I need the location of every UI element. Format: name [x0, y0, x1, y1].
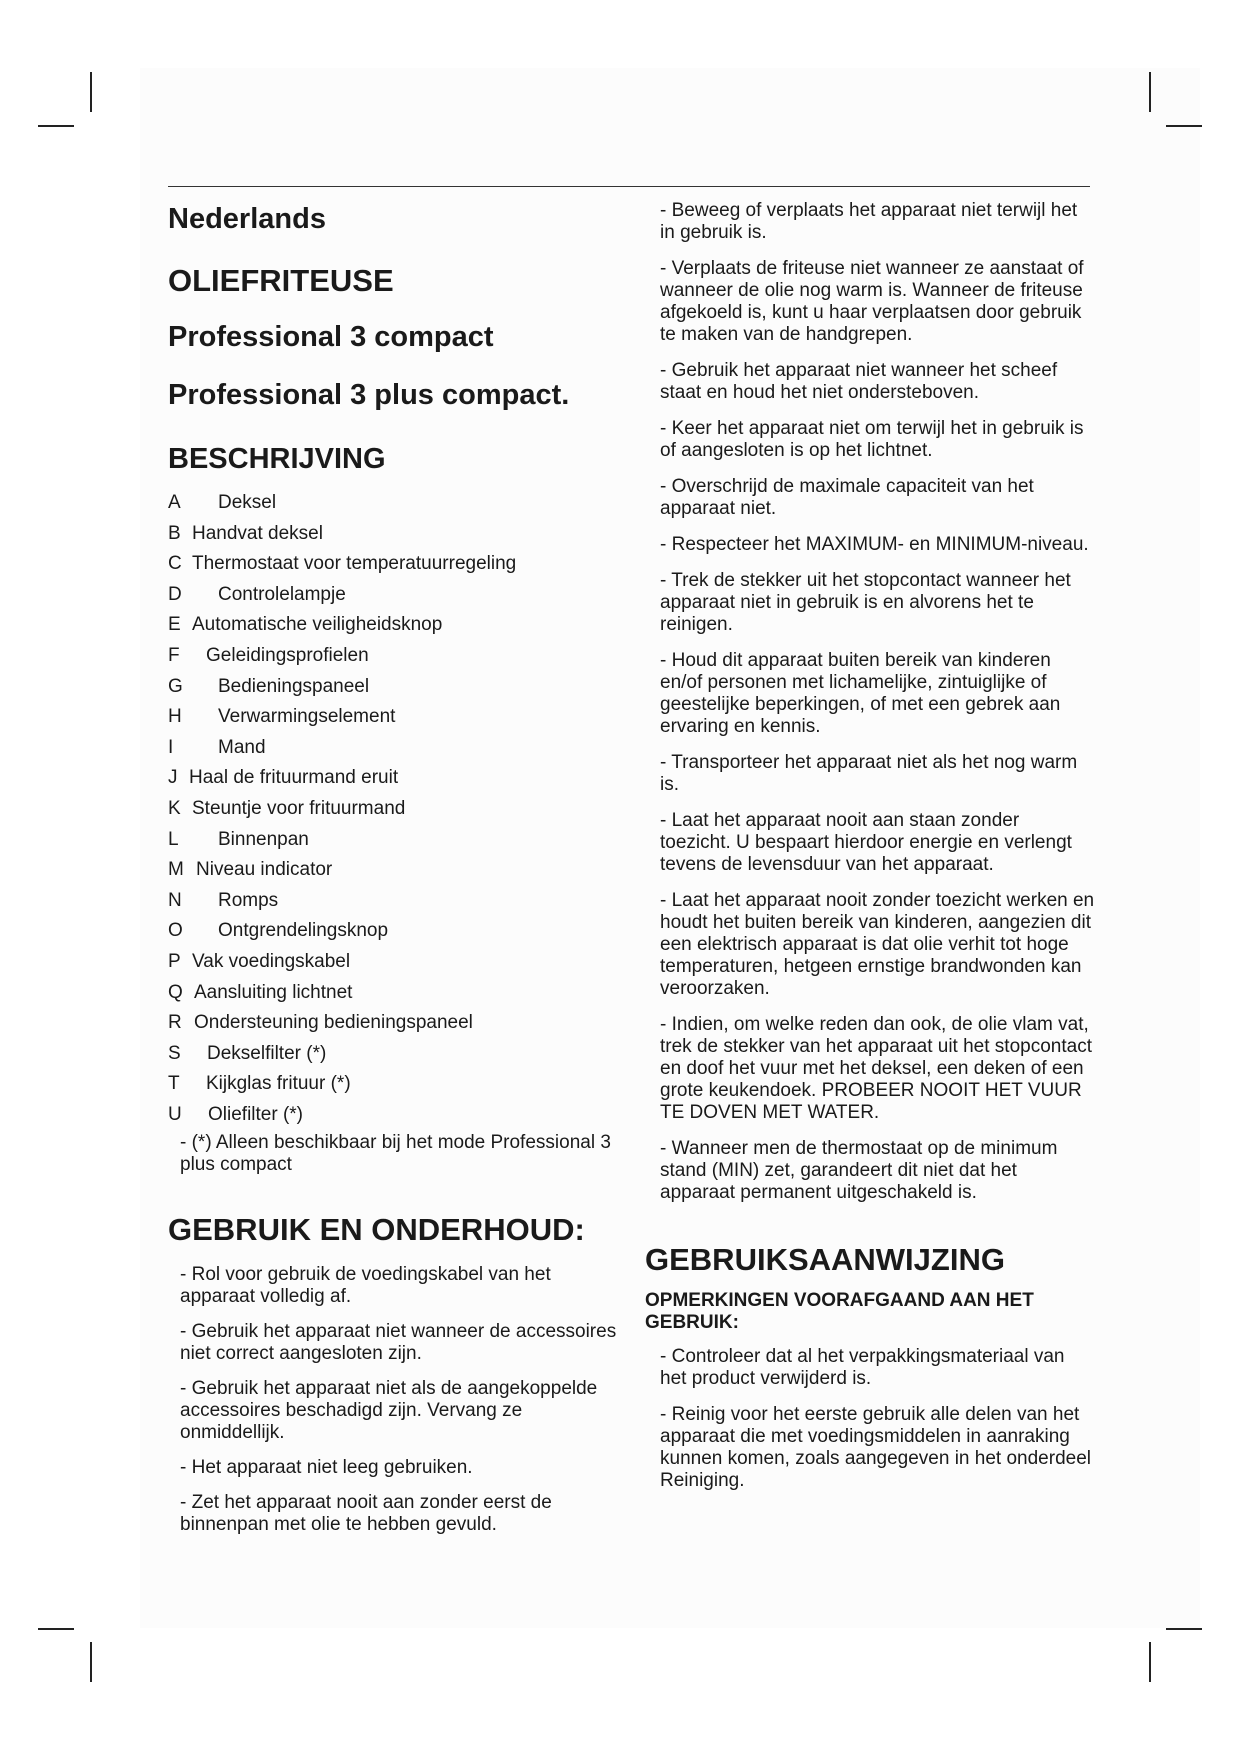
- list-item: - Zet het apparaat nooit aan zonder eerst de binnenpan met olie te hebben gevuld.: [180, 1492, 552, 1536]
- list-item: R Ondersteuning bedieningspaneel: [168, 1012, 473, 1034]
- list-item: C Thermostaat voor temperatuurregeling: [168, 553, 517, 575]
- model-name-2: Professional 3 plus compact.: [168, 379, 570, 411]
- list-item: - Laat het apparaat nooit zonder toezicht werken en houdt het buiten bereik van kinderen, aangezien dit een elektrisch apparaat is dat olie verhit tot hoge temperaturen, hetgeen ernstige brandwonden kan veroorzaken.: [660, 890, 1095, 999]
- parts-list: [168, 488, 618, 1130]
- language-heading: Nederlands: [168, 203, 326, 235]
- list-item: P Vak voedingskabel: [168, 950, 351, 972]
- list-item: - Het apparaat niet leeg gebruiken.: [180, 1457, 473, 1479]
- list-item: I Mand: [168, 736, 266, 758]
- crop-mark-bottom-right-h: [1166, 1628, 1202, 1630]
- list-item: - Wanneer men de thermostaat op de minimum stand (MIN) zet, garandeert dit niet dat het apparaat permanent uitgeschakeld is.: [660, 1138, 1058, 1203]
- list-item: J Haal de frituurmand eruit: [168, 767, 399, 789]
- list-item: - Overschrijd de maximale capaciteit van het apparaat niet.: [660, 476, 1034, 519]
- list-item: - Houd dit apparaat buiten bereik van kinderen en/of personen met lichamelijke, zintuiglijke of geestelijke beperkingen, of met een gebrek aan ervaring en kennis.: [660, 650, 1061, 737]
- list-item: - Respecteer het MAXIMUM- en MINIMUM-niveau.: [660, 534, 1089, 555]
- list-item: - Reinig voor het eerste gebruik alle delen van het apparaat die met voedingsmiddelen in aanraking kunnen komen, zoals aangegeven in het onderdeel Reiniging.: [660, 1404, 1091, 1491]
- list-item: - Gebruik het apparaat niet wanneer het scheef staat en houd het niet ondersteboven.: [660, 360, 1058, 403]
- list-item: B Handvat deksel: [168, 522, 323, 544]
- list-item: O Ontgrendelingsknop: [168, 920, 389, 942]
- list-item: Q Aansluiting lichtnet: [168, 981, 353, 1003]
- list-item: N Romps: [168, 889, 279, 911]
- list-item: G Bedieningspaneel: [168, 675, 370, 697]
- list-item: E Automatische veiligheidsknop: [168, 614, 443, 636]
- crop-mark-bottom-right-v: [1149, 1642, 1151, 1682]
- list-item: A Deksel: [168, 492, 277, 513]
- list-item: - Trek de stekker uit het stopcontact wanneer het apparaat niet in gebruik is en alvorens het te reinigen.: [660, 570, 1071, 635]
- list-item: - Gebruik het apparaat niet wanneer de accessoires niet correct aangesloten zijn.: [180, 1321, 617, 1365]
- list-item: D Controlelampje: [168, 583, 346, 605]
- list-item: - Rol voor gebruik de voedingskabel van het apparaat volledig af.: [180, 1264, 551, 1308]
- crop-mark-top-right-v: [1149, 72, 1151, 112]
- list-item: - Gebruik het apparaat niet als de aangekoppelde accessoires beschadigd zijn. Vervang ze onmiddellijk.: [180, 1378, 598, 1444]
- crop-mark-bottom-left-v: [90, 1642, 92, 1682]
- left-column: [168, 196, 618, 1549]
- list-item: S Dekselfilter (*): [168, 1042, 327, 1064]
- list-item: M Niveau indicator: [168, 859, 333, 881]
- list-item: - Indien, om welke reden dan ook, de olie vlam vat, trek de stekker van het apparaat uit het stopcontact en doof het vuur met het deksel, een deken of een grote keukendoek. PROBEER NOOIT HET VUUR TE DOVEN MET WATER.: [660, 1014, 1092, 1123]
- description-heading: BESCHRIJVING: [168, 443, 386, 475]
- instructions-heading: GEBRUIKSAANWIJZING: [645, 1242, 1005, 1277]
- instructions-subheading: OPMERKINGEN VOORAFGAAND AAN HET GEBRUIK:: [645, 1290, 1034, 1333]
- crop-mark-bottom-left-h: [38, 1628, 74, 1630]
- list-item: T Kijkglas frituur (*): [168, 1073, 351, 1095]
- list-item: - Keer het apparaat niet om terwijl het in gebruik is of aangesloten is op het lichtnet.: [660, 418, 1084, 461]
- list-item: - Controleer dat al het verpakkingsmateriaal van het product verwijderd is.: [660, 1346, 1065, 1389]
- crop-mark-top-left-h: [38, 125, 74, 127]
- model-name-1: Professional 3 compact: [168, 321, 494, 353]
- list-item: L Binnenpan: [168, 828, 309, 850]
- list-item: - Laat het apparaat nooit aan staan zonder toezicht. U bespaart hierdoor energie en verlengt tevens de levensduur van het apparaat.: [660, 810, 1072, 875]
- list-item: - Verplaats de friteuse niet wanneer ze aanstaat of wanneer de olie nog warm is. Wanneer de friteuse afgekoeld is, kunt u haar verplaatsen door gebruik te maken van de handgrepen.: [660, 258, 1084, 345]
- instructions-list: [645, 1346, 1095, 1492]
- list-item: K Steuntje voor frituurmand: [168, 797, 406, 819]
- right-column: [645, 200, 1095, 1506]
- parts-footnote: - (*) Alleen beschikbaar bij het mode Professional 3 plus compact: [180, 1132, 611, 1176]
- usage-list-right: [645, 200, 1095, 1204]
- crop-mark-top-right-h: [1166, 125, 1202, 127]
- list-item: F Geleidingsprofielen: [168, 644, 369, 666]
- list-item: U Oliefilter (*): [168, 1103, 304, 1125]
- usage-heading: GEBRUIK EN ONDERHOUD:: [168, 1212, 585, 1248]
- product-title: OLIEFRITEUSE: [168, 263, 394, 298]
- list-item: H Verwarmingselement: [168, 706, 396, 728]
- list-item: - Transporteer het apparaat niet als het nog warm is.: [660, 752, 1078, 795]
- crop-mark-top-left-v: [90, 72, 92, 112]
- list-item: - Beweeg of verplaats het apparaat niet terwijl het in gebruik is.: [660, 200, 1078, 243]
- usage-list-left: [168, 1264, 618, 1536]
- header-rule: [168, 186, 1090, 187]
